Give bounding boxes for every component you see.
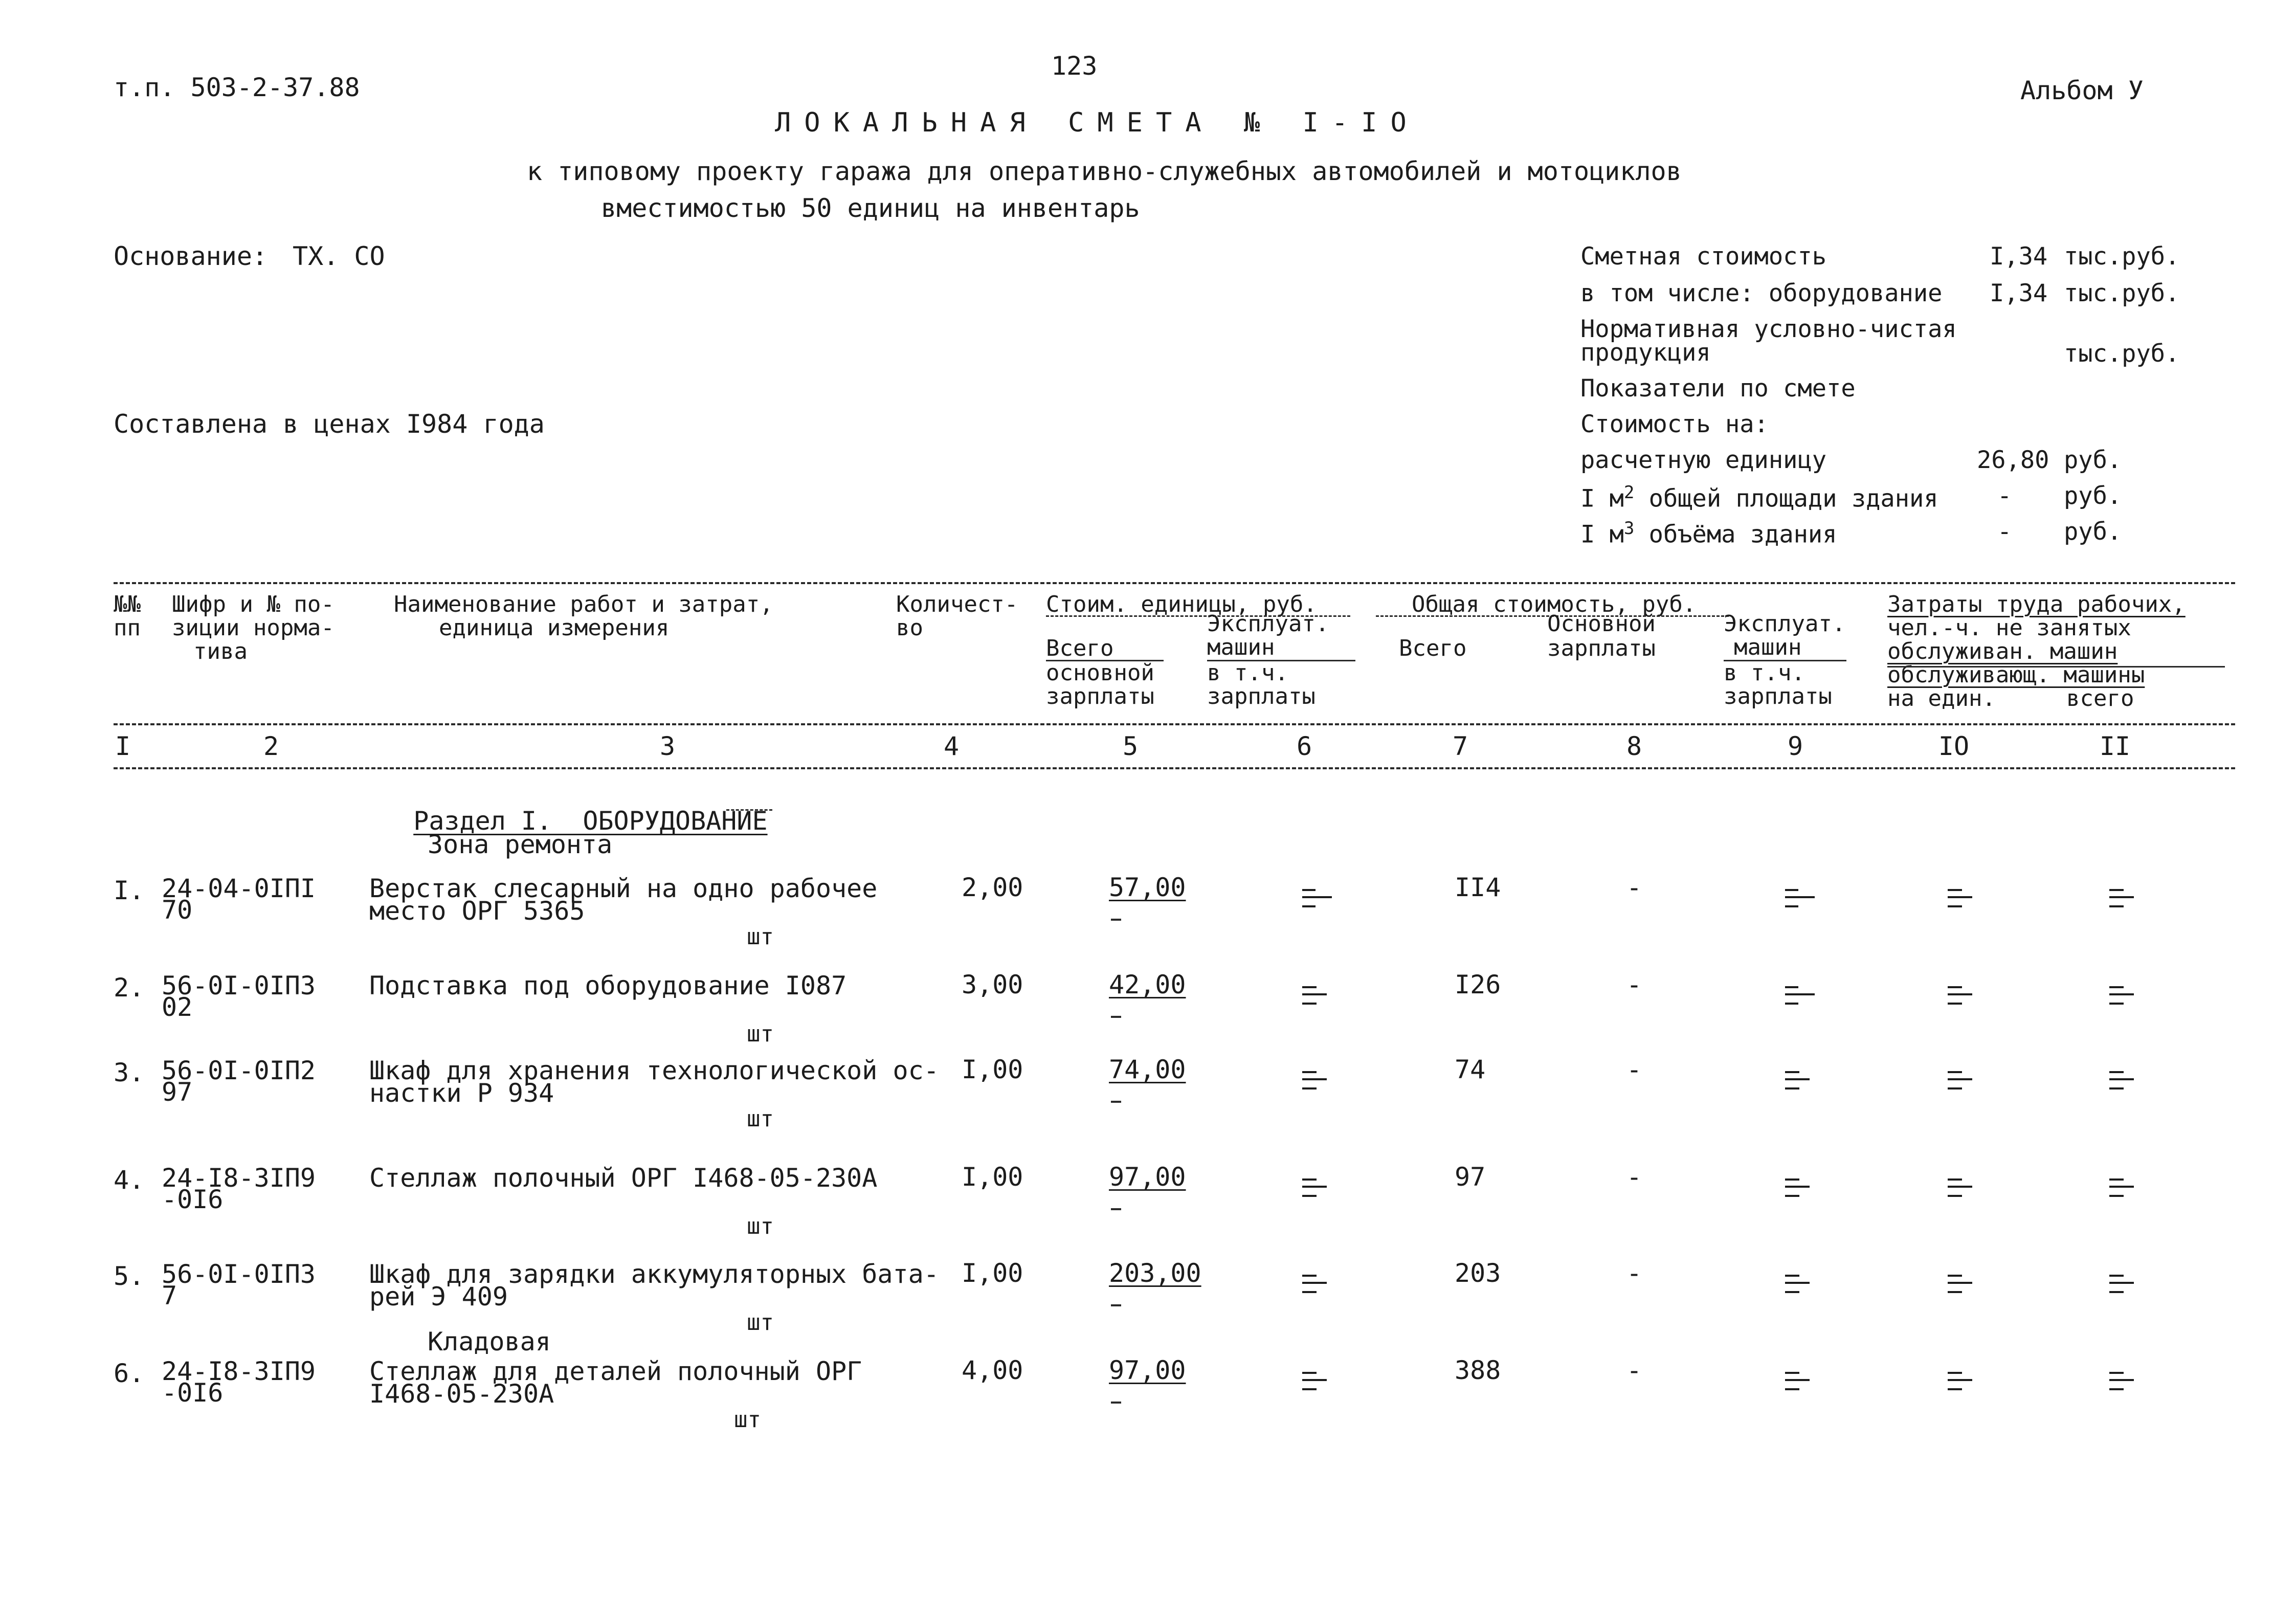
- wage-nil-mark: [1111, 919, 1121, 921]
- quantity: 2,00: [962, 873, 1023, 902]
- column-number: 9: [1787, 731, 1803, 761]
- col10-head: на един.: [1887, 685, 1996, 711]
- unit-price: 97,00: [1109, 1162, 1186, 1192]
- unit-price: 57,00: [1109, 873, 1186, 902]
- nil-mark-col10: [1948, 885, 1978, 910]
- nil-mark-col10: [1948, 1174, 1978, 1200]
- column-number: 6: [1296, 731, 1312, 761]
- work-name-cont: настки Р 934: [369, 1078, 554, 1108]
- per-m2-sup: 2: [1623, 482, 1635, 503]
- unit-of-measure: шт: [747, 1106, 774, 1132]
- wage-nil-mark: [1111, 1402, 1121, 1404]
- unit-of-measure: шт: [747, 1213, 774, 1239]
- wage-nil-mark: [1111, 1101, 1121, 1103]
- nil-mark-col11: [2109, 1271, 2140, 1296]
- nil-mark-col10: [1948, 982, 1978, 1008]
- col2-head-1: Шифр и № по-: [172, 591, 335, 617]
- per-unit-unit: руб.: [2064, 446, 2122, 474]
- total-cost: I26: [1455, 970, 1501, 999]
- norm-code-cont: -0I6: [162, 1185, 224, 1214]
- table-top-rule: [114, 582, 2235, 584]
- col6-head-4: зарплаты: [1207, 683, 1316, 709]
- col2-head-3: тива: [193, 638, 248, 664]
- normative-label-1: Нормативная условно-чистая: [1580, 315, 1957, 343]
- nil-mark-col11: [2109, 1067, 2140, 1093]
- col9-head-3: в т.ч.: [1724, 660, 1805, 686]
- nil-mark-col11: [2109, 1368, 2140, 1393]
- doc-code: т.п. 503-2-37.88: [114, 73, 360, 102]
- base-wage: -: [1626, 1055, 1642, 1084]
- norm-code-cont: 70: [162, 895, 193, 925]
- group-labor-4: обслуживающ. машины: [1887, 662, 2145, 688]
- cost-per-label: Стоимость на:: [1580, 410, 1769, 438]
- base-wage: -: [1626, 1258, 1642, 1288]
- quantity: I,00: [962, 1055, 1023, 1084]
- col3-head-1: Наименование работ и затрат,: [394, 591, 773, 617]
- column-number: 5: [1122, 731, 1139, 761]
- column-number: 7: [1452, 731, 1468, 761]
- group-labor-rule: [1887, 666, 2225, 668]
- row-number: 3.: [114, 1058, 145, 1087]
- group-total-cost: Общая стоимость, руб.: [1412, 591, 1697, 617]
- work-name: Верстак слесарный на одно рабочее: [369, 874, 878, 903]
- normative-label-2: продукция: [1580, 339, 1711, 367]
- total-cost: 203: [1455, 1258, 1501, 1288]
- col4-head-2: во: [896, 615, 923, 641]
- nil-mark-col9: [1785, 1174, 1816, 1200]
- per-m2-label: [1580, 484, 1938, 511]
- column-number: 2: [263, 731, 279, 761]
- nil-mark-col10: [1948, 1067, 1978, 1093]
- total-cost: 97: [1455, 1162, 1486, 1192]
- nil-mark-col6: [1302, 1067, 1333, 1093]
- work-name: Шкаф для хранения технологической ос-: [369, 1056, 939, 1085]
- section-title-text: Раздел I. ОБОРУДОВАНИЕ: [413, 806, 768, 836]
- unit-price: 74,00: [1109, 1055, 1186, 1084]
- subtitle-line-2: вместимостью 50 единиц на инвентарь: [601, 193, 1140, 223]
- norm-code-cont: 02: [162, 992, 193, 1022]
- per-unit-label: расчетную единицу: [1580, 446, 1827, 474]
- quantity: 3,00: [962, 970, 1023, 999]
- col9-head-2: машин: [1734, 634, 1802, 660]
- col2-head-2: зиции норма-: [172, 615, 335, 641]
- zone-repair: Зона ремонта: [428, 830, 613, 859]
- nil-mark-col6: [1302, 885, 1333, 910]
- row-number: 6.: [114, 1359, 145, 1388]
- col1-head-1: №№: [114, 591, 141, 617]
- col5-head-2: основной: [1046, 660, 1154, 686]
- per-unit-value: 26,80: [1977, 446, 2049, 474]
- row-number: I.: [114, 876, 145, 905]
- incl-equipment-unit: тыс.руб.: [2064, 279, 2180, 307]
- norm-code-cont: 97: [162, 1077, 193, 1107]
- work-name: Шкаф для зарядки аккумуляторных бата-: [369, 1259, 939, 1289]
- row-number: 5.: [114, 1261, 145, 1291]
- per-m2-label-a: I м: [1580, 484, 1624, 513]
- norm-code-cont: 7: [162, 1281, 177, 1310]
- column-number: 4: [943, 731, 960, 761]
- base-wage: -: [1626, 1162, 1642, 1192]
- per-m3-value: -: [1997, 518, 2012, 546]
- norm-code: 56-0I-0IП2: [162, 1056, 316, 1085]
- col8-head-2: зарплаты: [1547, 635, 1656, 661]
- nil-mark-col6: [1302, 1271, 1333, 1296]
- column-number: 8: [1626, 731, 1642, 761]
- col11-head: всего: [2066, 685, 2134, 711]
- page-number: 123: [1051, 51, 1098, 81]
- column-number: 3: [659, 731, 676, 761]
- work-name: Подставка под оборудование I087: [369, 971, 847, 1000]
- norm-code: 56-0I-0IП3: [162, 971, 316, 1000]
- base-wage: -: [1626, 1355, 1642, 1385]
- work-name-cont: рей Э 409: [369, 1282, 508, 1311]
- col6-head-3: в т.ч.: [1207, 660, 1288, 686]
- table-header-rule: [114, 723, 2235, 725]
- col6-head-1: Эксплуат.: [1207, 611, 1329, 637]
- nil-mark-col11: [2109, 982, 2140, 1008]
- nil-mark-col9: [1785, 982, 1816, 1008]
- norm-code: 24-I8-3IП9: [162, 1357, 316, 1386]
- work-name: Стеллаж для деталей полочный ОРГ: [369, 1357, 862, 1386]
- quantity: I,00: [962, 1258, 1023, 1288]
- normative-unit: тыс.руб.: [2064, 340, 2180, 368]
- col4-head-1: Количест-: [896, 591, 1018, 617]
- group-unit-cost: Стоим. единицы, руб.: [1046, 591, 1317, 617]
- col5-head-3: зарплаты: [1046, 683, 1154, 709]
- norm-code: 24-04-0IПI: [162, 874, 316, 903]
- basis-label: Основание:: [114, 241, 268, 271]
- per-m3-label-b: объёма здания: [1648, 520, 1837, 549]
- per-m3-sup: 3: [1623, 518, 1635, 539]
- base-wage: -: [1626, 873, 1642, 902]
- per-m3-label: [1580, 520, 1837, 547]
- per-m3-label-a: I м: [1580, 520, 1624, 549]
- nil-mark-col9: [1785, 1368, 1816, 1393]
- section-title: [383, 783, 768, 834]
- unit-of-measure: шт: [747, 1309, 774, 1336]
- subtitle-line-1: к типовому проекту гаража для оперативно-служебных автомобилей и мотоциклов: [527, 157, 1682, 186]
- unit-of-measure: шт: [747, 1021, 774, 1047]
- nil-mark-col9: [1785, 885, 1816, 910]
- work-name-cont: I468-05-230А: [369, 1379, 554, 1409]
- per-m2-value: -: [1997, 482, 2012, 510]
- group-labor-1: Затраты труда рабочих,: [1887, 591, 2186, 617]
- total-cost: II4: [1455, 873, 1501, 902]
- column-number: IO: [1938, 731, 1970, 761]
- nil-mark-col11: [2109, 885, 2140, 910]
- col6-head-2: машин: [1207, 634, 1275, 660]
- total-cost: 74: [1455, 1055, 1486, 1084]
- nil-mark-col10: [1948, 1368, 1978, 1393]
- unit-price: 42,00: [1109, 970, 1186, 999]
- estimated-cost-label: Сметная стоимость: [1580, 242, 1827, 271]
- per-m2-unit: руб.: [2064, 482, 2122, 510]
- base-wage: -: [1626, 970, 1642, 999]
- unit-price: 203,00: [1109, 1258, 1201, 1288]
- col5-head-1: Всего: [1046, 635, 1114, 661]
- wage-nil-mark: [1111, 1208, 1121, 1210]
- incl-equipment-label: в том числе: оборудование: [1580, 279, 1943, 307]
- indicators-label: Показатели по смете: [1580, 374, 1856, 403]
- incl-equipment-value: I,34: [1990, 279, 2048, 307]
- basis-value: ТХ. СО: [293, 241, 385, 271]
- per-m3-unit: руб.: [2064, 518, 2122, 546]
- wage-nil-mark: [1111, 1304, 1121, 1306]
- column-numbers-rule: [114, 767, 2235, 769]
- col3-head-2: единица измерения: [439, 615, 670, 641]
- norm-code-cont: -0I6: [162, 1378, 224, 1408]
- norm-code: 56-0I-0IП3: [162, 1259, 316, 1289]
- unit-price: 97,00: [1109, 1355, 1186, 1385]
- nil-mark-col6: [1302, 982, 1333, 1008]
- norm-code: 24-I8-3IП9: [162, 1163, 316, 1193]
- per-m2-label-b: общей площади здания: [1648, 484, 1938, 513]
- album-label: Альбом У: [2020, 76, 2144, 105]
- col7-head: Всего: [1399, 635, 1467, 661]
- estimated-cost-value: I,34: [1990, 242, 2048, 271]
- col9-head-4: зарплаты: [1724, 683, 1832, 709]
- nil-mark-col10: [1948, 1271, 1978, 1296]
- prices-note: Составлена в ценах I984 года: [114, 409, 545, 439]
- work-name: Стеллаж полочный ОРГ I468-05-230А: [369, 1163, 878, 1193]
- nil-mark-col6: [1302, 1368, 1333, 1393]
- group-labor-2: чел.-ч. не занятых: [1887, 615, 2131, 641]
- zone-storage: Кладовая: [428, 1327, 551, 1357]
- row-number: 2.: [114, 973, 145, 1003]
- work-name-cont: место ОРГ 5365: [369, 896, 585, 926]
- quantity: 4,00: [962, 1355, 1023, 1385]
- document-title: ЛОКАЛЬНАЯ СМЕТА № I-IO: [775, 107, 1420, 138]
- col8-head-1: Основной: [1547, 611, 1656, 637]
- col9-head-1: Эксплуат.: [1724, 611, 1846, 637]
- section-title-tail: [726, 809, 772, 811]
- nil-mark-col9: [1785, 1067, 1816, 1093]
- nil-mark-col11: [2109, 1174, 2140, 1200]
- unit-of-measure: шт: [734, 1407, 761, 1433]
- nil-mark-col9: [1785, 1271, 1816, 1296]
- col1-head-2: пп: [114, 615, 141, 641]
- column-number: I: [115, 731, 131, 761]
- row-number: 4.: [114, 1165, 145, 1195]
- total-cost: 388: [1455, 1355, 1501, 1385]
- group-labor-3: обслуживан. машин: [1887, 638, 2118, 664]
- unit-of-measure: шт: [747, 924, 774, 950]
- wage-nil-mark: [1111, 1016, 1121, 1018]
- column-number: II: [2099, 731, 2131, 761]
- quantity: I,00: [962, 1162, 1023, 1192]
- estimated-cost-unit: тыс.руб.: [2064, 242, 2180, 271]
- nil-mark-col6: [1302, 1174, 1333, 1200]
